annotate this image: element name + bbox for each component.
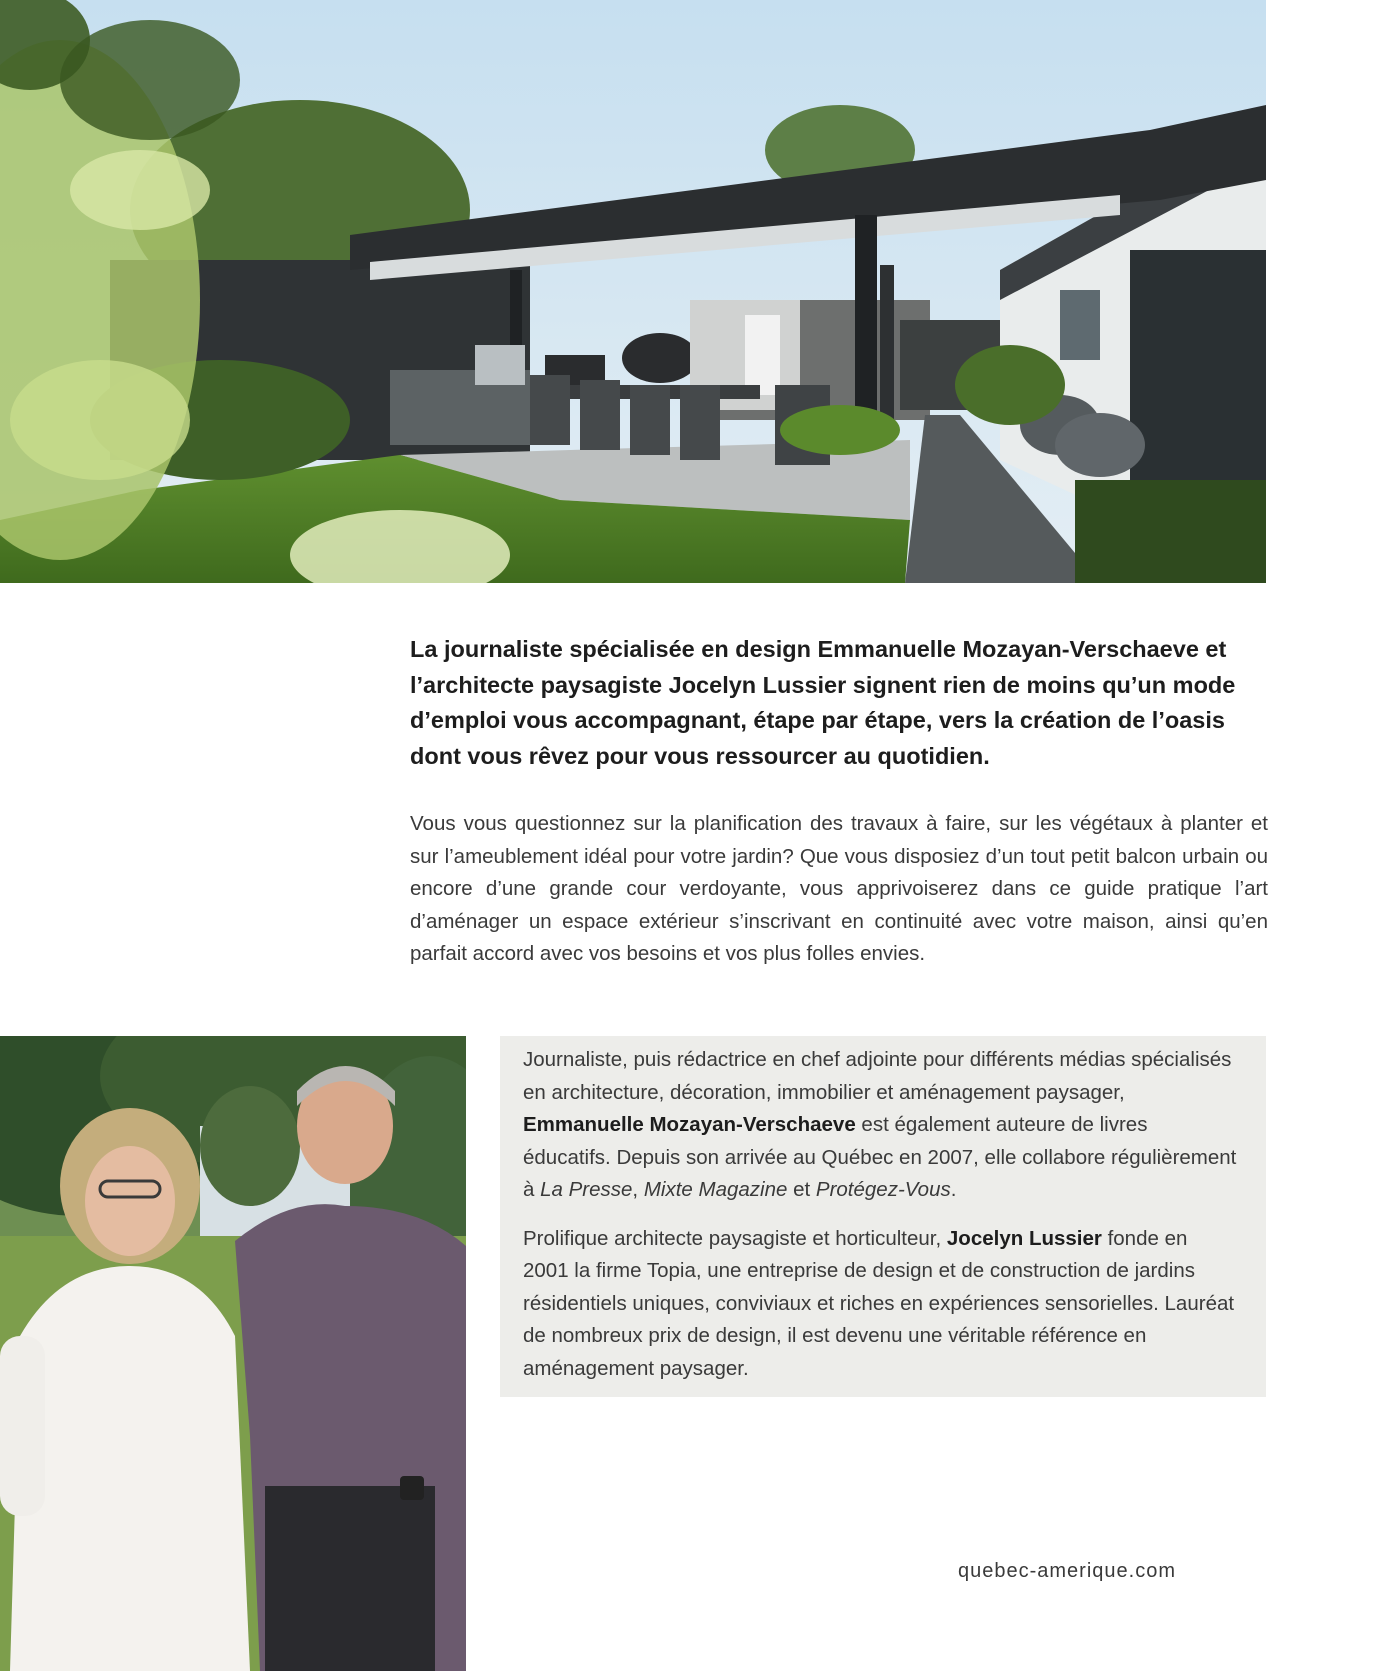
bio1-separator-2: et [787,1178,816,1201]
author-name-emmanuelle: Emmanuelle Mozayan-Verschaeve [523,1113,856,1136]
publication-la-presse: La Presse [540,1178,633,1201]
author-name-jocelyn: Jocelyn Lussier [946,1226,1102,1250]
bio2-rest: fonde en 2001 la firme Topia, une entreprise de design et de construction de jardins résidentiels uniques, conviviaux et riches en expériences sensorielles. Lauréat de nombreux prix de design, il est devenu une véritable référence en aménagement paysager. [523,1226,1235,1380]
bio2-intro: Prolifique architecte paysagiste et horticulteur, [523,1226,947,1250]
bio1-middle: est également auteure de livres éducatifs. Depuis son arrivée au Québec en 2007, elle collabore régulièrement à [523,1113,1237,1201]
publisher-website-link[interactable]: quebec-amerique.com [958,1560,1176,1582]
description-paragraph: Vous vous questionnez sur la planification des travaux à faire, sur les végétaux à planter et sur l’ameublement idéal pour votre jardin? Que vous disposiez d’un tout petit balcon urbain ou encore d’une grande cour verdoyante, vous apprivoiserez dans ce guide pratique l’art d’aménager un espace extérieur s’inscrivant en continuité avec votre maison, ainsi qu’en parfait accord avec vos besoins et vos plus folles envies. [410,812,1268,965]
bio1-separator-1: , [632,1178,644,1201]
bio-emmanuelle [523,1044,1238,1207]
lead-paragraph: La journaliste spécialisée en design Emmanuelle Mozayan-Verschaeve et l’architecte paysagiste Jocelyn Lussier signent rien de moins qu’un mode d’emploi vous accompagnant, étape par étape, vers la création de l’oasis dont vous rêvez pour vous ressourcer au quotidien. [410,636,1236,769]
bio-jocelyn [523,1223,1238,1386]
publication-protegez-vous: Protégez-Vous [815,1178,951,1201]
authors-bio-box [500,1036,1266,1397]
bio1-intro: Journaliste, puis rédactrice en chef adjointe pour différents médias spécialisés en architecture, décoration, immobilier et aménagement paysager, [523,1048,1232,1104]
bio1-end: . [950,1178,957,1201]
publication-mixte-magazine: Mixte Magazine [643,1178,788,1201]
authors-portrait-photo [0,1036,466,1671]
garden-patio-photo [0,0,1266,583]
